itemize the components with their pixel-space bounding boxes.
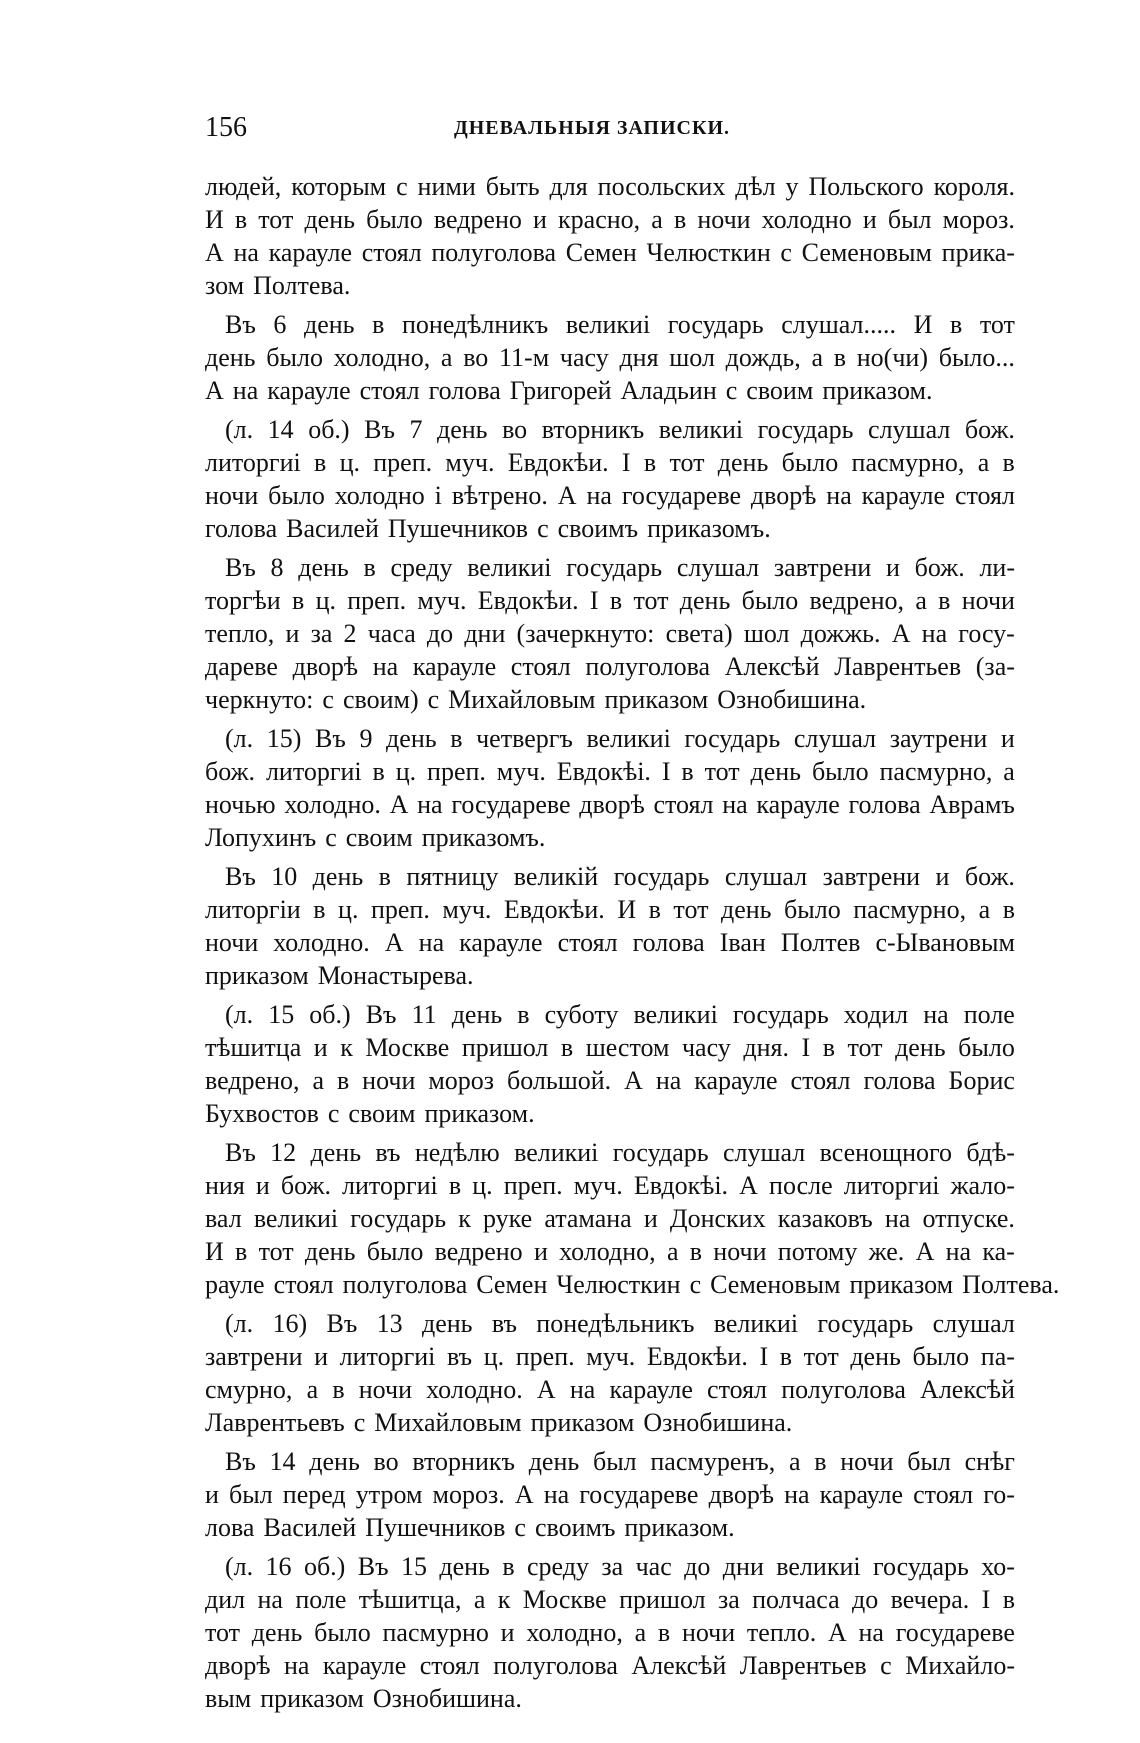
text-line: день было холодно, а во 11-м часу дня шол дождь, а в но(чи) было... [205, 343, 1015, 372]
text-line: И в тот день было ведрено и красно, а в ночи холодно и был мороз. [205, 205, 1015, 234]
text-line: людей, которым с ними быть для посольских дѣл у Польского короля. [205, 172, 1015, 201]
text-line: рауле стоял полуголова Семен Челюсткин с Семеновым приказом Полтева. [205, 1270, 1060, 1299]
text-line: А на карауле стоял полуголова Семен Челюсткин с Семеновым прика- [205, 238, 1015, 267]
text-line: ночи было холодно і вѣтрено. А на государеве дворѣ на карауле стоял [205, 481, 1015, 510]
text-line: Въ 12 день въ недѣлю великиі государь слушал всенощного бдѣ- [225, 1138, 1015, 1167]
text-line: тепло, и за 2 часа до дни (зачеркнуто: света) шол дожжь. А на госу- [205, 619, 1015, 648]
text-line: ночью холодно. А на государеве дворѣ стоял на карауле голова Аврамъ [205, 790, 1015, 819]
text-line: черкнуто: с своим) с Михайловым приказом Ознобишина. [205, 685, 867, 714]
text-line: Въ 14 день во вторникъ день был пасмуренъ, а в ночи был снѣг [225, 1447, 1015, 1476]
text-line: ночи холодно. А на карауле стоял голова Іван Полтев с-Ывановым [205, 928, 1015, 957]
text-line: (л. 14 об.) Въ 7 день во вторникъ великиі государь слушал бож. [225, 415, 1015, 444]
text-line: торгѣи в ц. преп. муч. Евдокѣи. І в тот день было ведрено, а в ночи [205, 586, 1015, 615]
text-line: литоргіи в ц. преп. муч. Евдокѣи. И в тот день было пасмурно, а в [205, 895, 1015, 924]
text-line: завтрени и литоргиі въ ц. преп. муч. Евдокѣи. І в тот день было па- [205, 1342, 1015, 1371]
text-line: тѣшитца и к Москве пришол в шестом часу дня. І в тот день было [205, 1033, 1015, 1062]
text-line: (л. 15 об.) Въ 11 день в суботу великиі государь ходил на поле [225, 1000, 1015, 1029]
text-line: (л. 16 об.) Въ 15 день в среду за час до дни великиі государь хо- [225, 1552, 1015, 1581]
page-header [205, 108, 1015, 148]
text-line: бож. литоргиі в ц. преп. муч. Евдокѣі. І в тот день было пасмурно, а [205, 757, 1015, 786]
text-line: ведрено, а в ночи мороз большой. А на карауле стоял голова Борис [205, 1066, 1015, 1095]
text-line: и был перед утром мороз. А на государеве дворѣ на карауле стоял го- [205, 1480, 1015, 1509]
text-line: голова Василей Пушечников с своимъ приказомъ. [205, 514, 771, 543]
text-line: смурно, а в ночи холодно. А на карауле стоял полуголова Алексѣй [205, 1375, 1015, 1404]
text-line: И в тот день было ведрено и холодно, а в ночи потому же. А на ка- [205, 1237, 1015, 1266]
text-line: (л. 16) Въ 13 день въ понедѣльникъ великиі государь слушал [225, 1309, 1015, 1338]
text-line: ния и бож. литоргиі в ц. преп. муч. Евдокѣі. А после литоргиі жало- [205, 1171, 1015, 1200]
text-line: приказом Монастырева. [205, 961, 474, 990]
text-line: Въ 6 день в понедѣлникъ великиі государь слушал..... И в тот [225, 310, 1015, 339]
text-body [205, 170, 1060, 1715]
text-line: вал великиі государь к руке атамана и Донских казаковъ на отпуске. [205, 1204, 1015, 1233]
text-line: дил на поле тѣшитца, а к Москве пришол за полчаса до вечера. І в [205, 1585, 1015, 1614]
text-line: зом Полтева. [205, 271, 351, 300]
page-number: 156 [205, 112, 247, 143]
text-line: лова Василей Пушечников с своимъ приказом. [205, 1513, 735, 1542]
text-line: тот день было пасмурно и холодно, а в ночи тепло. А на государеве [205, 1618, 1015, 1647]
text-line: (л. 15) Въ 9 день в четвергъ великиі государь слушал заутрени и [225, 724, 1015, 753]
text-line: Въ 10 день в пятницу великій государь слушал завтрени и бож. [225, 862, 1015, 891]
text-line: вым приказом Ознобишина. [205, 1684, 522, 1713]
running-title: ДНЕВАЛЬНЫЯ ЗАПИСКИ. [453, 117, 731, 139]
text-line: Въ 8 день в среду великиі государь слушал завтрени и бож. ли- [225, 553, 1015, 582]
text-line: Бухвостов с своим приказом. [205, 1099, 535, 1128]
text-line: дворѣ на карауле стоял полуголова Алексѣй Лаврентьев с Михайло- [205, 1651, 1015, 1680]
text-line: литоргиі в ц. преп. муч. Евдокѣи. І в тот день было пасмурно, а в [205, 448, 1015, 477]
text-line: А на карауле стоял голова Григорей Аладьин с своим приказом. [205, 376, 933, 405]
text-line: Лопухинъ с своим приказомъ. [205, 823, 546, 852]
text-line: Лаврентьевъ с Михайловым приказом Ознобишина. [205, 1408, 793, 1437]
text-line: дареве дворѣ на карауле стоял полуголова Алексѣй Лаврентьев (за- [205, 652, 1015, 681]
